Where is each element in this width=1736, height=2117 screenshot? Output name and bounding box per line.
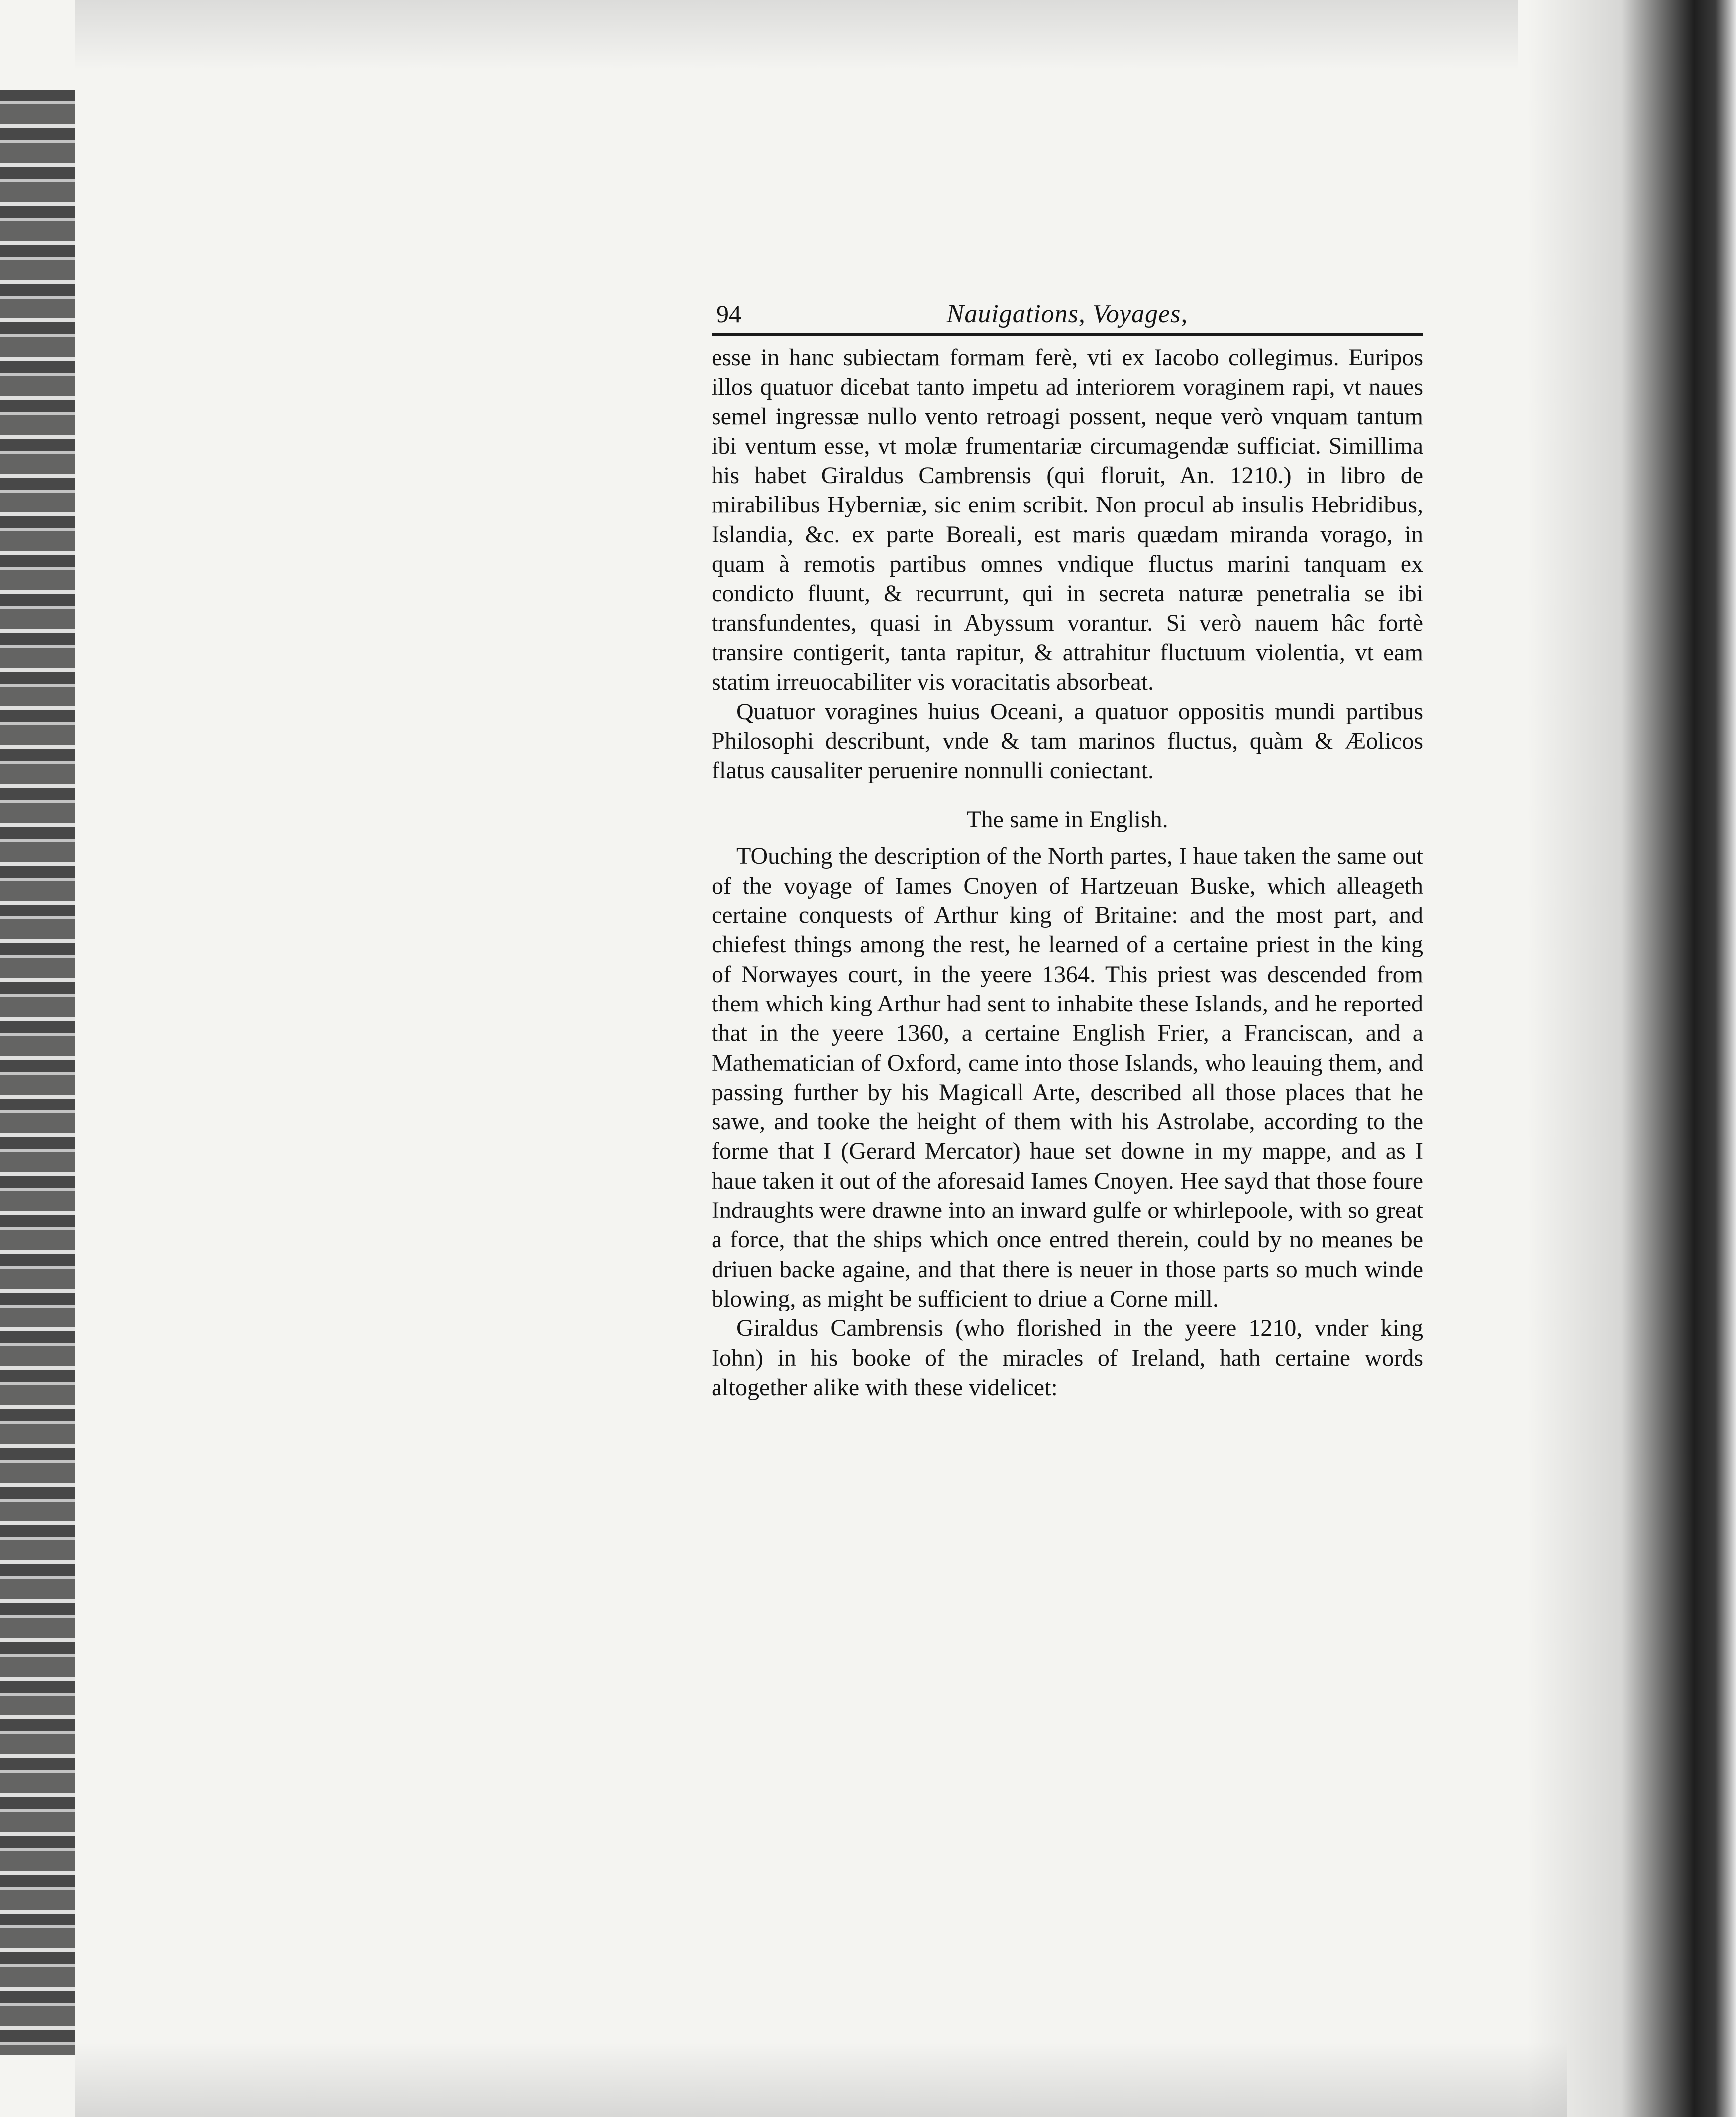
section-heading: The same in English. bbox=[966, 806, 1168, 833]
latin-paragraph-2: Quatuor voragines huius Oceani, a quatuor oppositis mundi partibus Philosophi describunt, vnde & tam marinos fluctus, quàm & Æolicos flatus causaliter peruenire nonnulli coniectant. bbox=[712, 698, 1423, 784]
page-number: 94 bbox=[716, 300, 741, 328]
page-header bbox=[712, 294, 1423, 336]
scan-shadow-right bbox=[1527, 0, 1736, 2117]
scan-shadow-top bbox=[75, 0, 1518, 70]
latin-paragraph-1: esse in hanc subiectam formam ferè, vti ex Iacobo collegimus. Euripos illos quatuor dicebat tanto impetu ad interiorem voraginem rapi, vt naues semel ingressæ nullo vento retroagi possent, neque verò vnquam tantum ibi ventum esse, vt molæ frumentariæ circumagendæ sufficiat. Simillima his habet Giraldus Cambrensis (qui floruit, An. 1210.) in libro de mirabilibus Hyberniæ, sic enim scribit. Non procul ab insulis Hebridibus, Islandia, &c. ex parte Boreali, est maris quædam miranda vorago, in quam à remotis partibus omnes vndique fluctus marini tanquam ex condicto fluunt, & recurrunt, qui in secreta naturæ penetralia se ibi transfundentes, quasi in Abyssum vorantur. Si verò nauem hâc fortè transire contigerit, tanta rapitur, & attrahitur fluctuum violentia, vt eam statim irreuocabiliter vis voracitatis absorbeat. bbox=[712, 344, 1423, 696]
book-page bbox=[712, 294, 1423, 1402]
scan-shadow-bottom bbox=[75, 2042, 1567, 2117]
english-paragraph-2: Giraldus Cambrensis (who florished in the yeere 1210, vnder king Iohn) in his booke of the miracles of Ireland, hath certaine words altogether alike with these videlicet: bbox=[712, 1315, 1423, 1401]
scan-shadow-left bbox=[0, 90, 75, 2055]
english-paragraph-1: TOuching the description of the North partes, I haue taken the same out of the voyage of Iames Cnoyen of Hartzeuan Buske, which alleageth certaine conquests of Arthur king of Britaine: and the most part, and chiefest things among the rest, he learned of a certaine priest in the king of Norwayes court, in the yeere 1364. This priest was descended from them which king Arthur had sent to inhabite these Islands, and he reported that in the yeere 1360, a certaine English Frier, a Franciscan, and a Mathematician of Oxford, came into those Islands, who leauing them, and passing further by his Magicall Arte, described all those places that he sawe, and tooke the height of them with his Astrolabe, according to the forme that I (Gerard Mercator) haue set downe in my mappe, and as I haue taken it out of the aforesaid Iames Cnoyen. Hee sayd that those foure Indraughts were drawne into an inward gulfe or whirlepoole, with so great a force, that the ships which once entred therein, could by no meanes be driuen backe againe, and that there is neuer in those parts so much winde blowing, as might be sufficient to driue a Corne mill. bbox=[712, 843, 1423, 1312]
running-title: Nauigations, Voyages, bbox=[946, 300, 1188, 328]
page-body bbox=[712, 343, 1423, 1402]
